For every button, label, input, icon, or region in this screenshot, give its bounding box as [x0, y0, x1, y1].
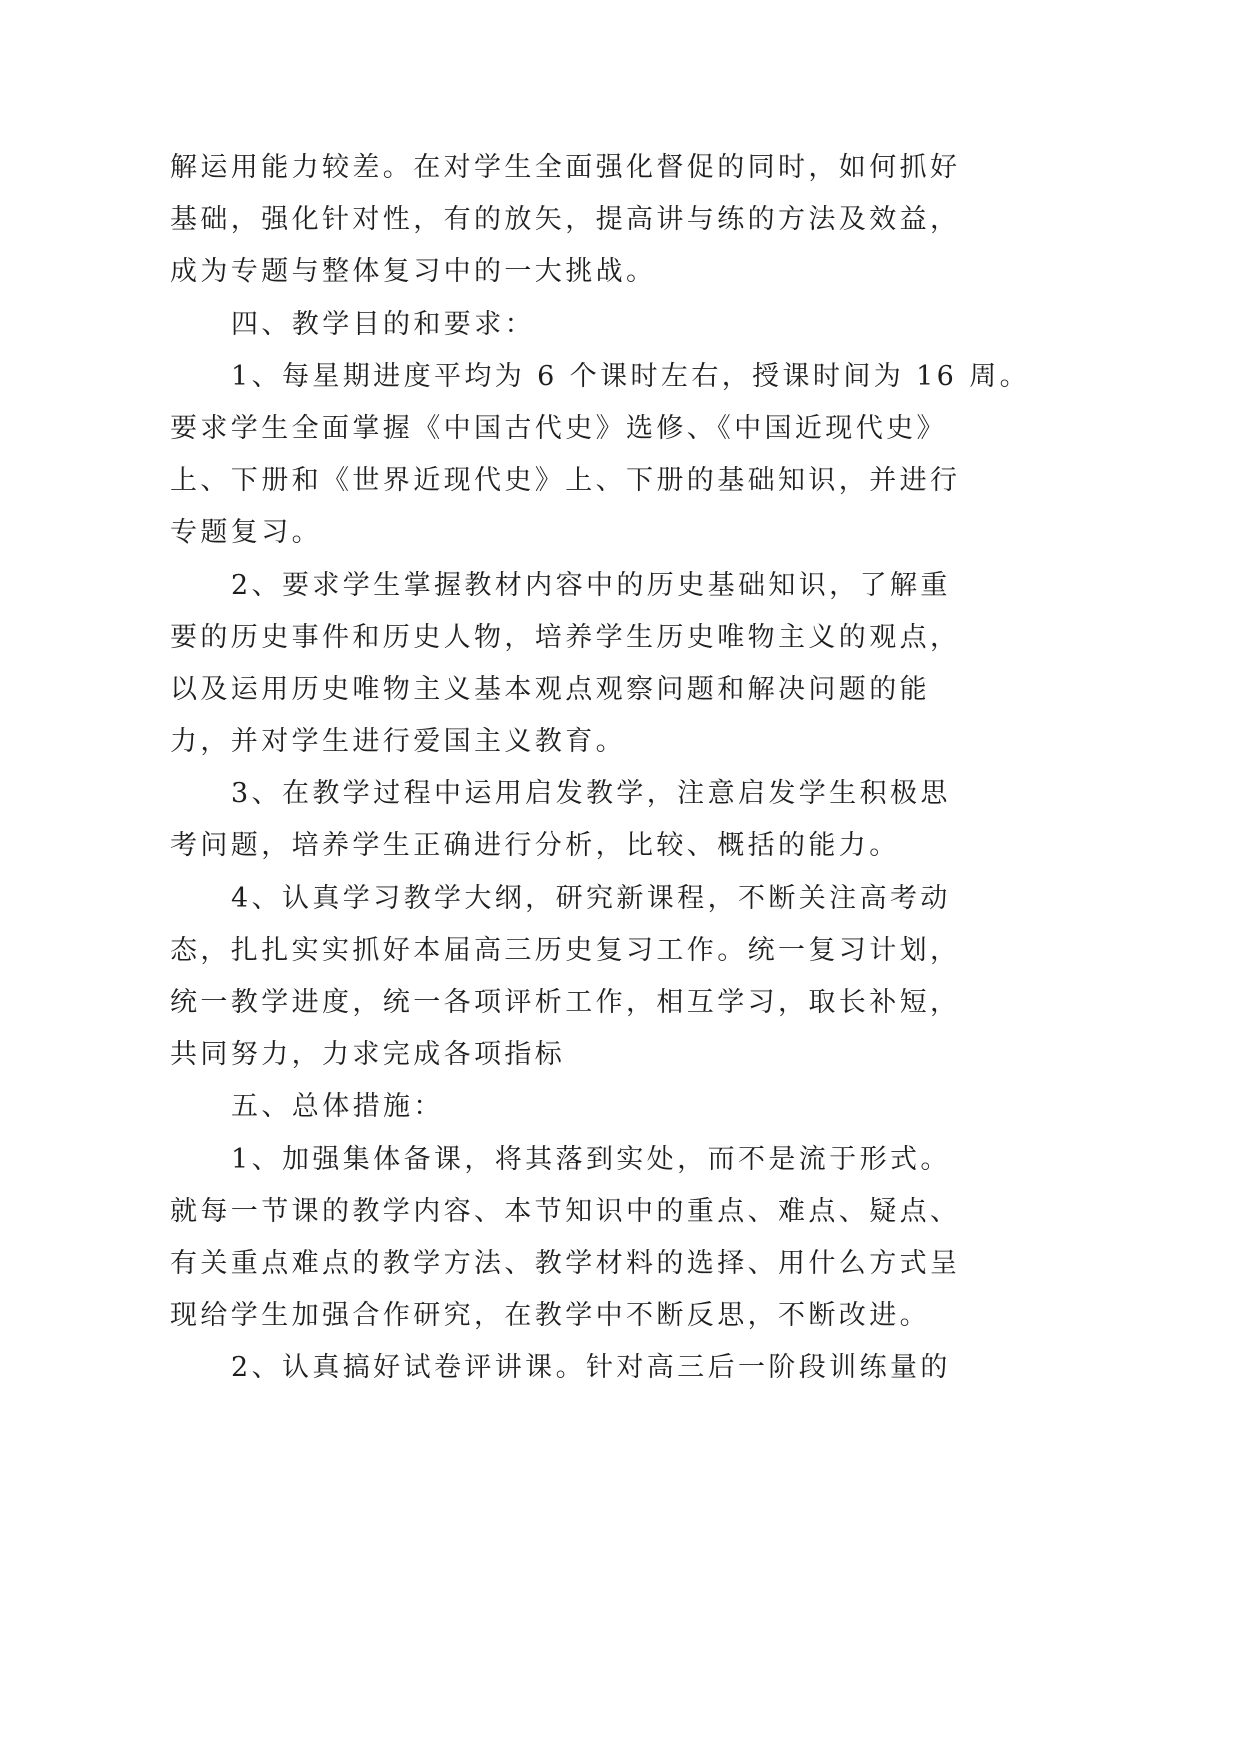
text-line: 统一教学进度，统一各项评析工作，相互学习，取长补短， [170, 987, 961, 1018]
text-line: 3、在教学过程中运用启发教学，注意启发学生积极思 [231, 778, 951, 810]
paragraph [170, 768, 1241, 872]
text-line: 基础，强化针对性，有的放矢，提高讲与练的方法及效益， [170, 204, 961, 236]
paragraph [170, 299, 1241, 351]
text-line: 要求学生全面掌握《中国古代史》选修、《中国近现代史》 [170, 412, 947, 444]
text-line: 成为专题与整体复习中的一大挑战。 [170, 256, 657, 288]
text-line: 现给学生加强合作研究，在教学中不断反思，不断改进。 [170, 1300, 930, 1332]
section-heading: 五、总体措施： [231, 1091, 444, 1123]
text-line: 考问题，培养学生正确进行分析，比较、概括的能力。 [170, 830, 900, 862]
section-heading: 四、教学目的和要求： [231, 308, 535, 340]
text-line: 有关重点难点的教学方法、教学材料的选择、用什么方式呈 [170, 1247, 961, 1279]
text-line: 专题复习。 [170, 517, 322, 549]
text-line: 1、每星期进度平均为 6 个课时左右，授课时间为 16 周。 [231, 360, 1031, 392]
text-line: 共同努力，力求完成各项指标 [170, 1039, 566, 1071]
paragraph [170, 351, 1241, 560]
paragraph [170, 1081, 1241, 1133]
text-line: 态，扎扎实实抓好本届高三历史复习工作。统一复习计划， [170, 934, 961, 966]
text-line: 上、下册和《世界近现代史》上、下册的基础知识，并进行 [170, 465, 961, 497]
text-line: 力，并对学生进行爱国主义教育。 [170, 726, 626, 758]
text-line: 以及运用历史唯物主义基本观点观察问题和解决问题的能 [170, 673, 930, 705]
paragraph [170, 142, 1241, 299]
paragraph [170, 1342, 1241, 1394]
text-line: 2、认真搞好试卷评讲课。针对高三后一阶段训练量的 [231, 1352, 951, 1384]
text-line: 2、要求学生掌握教材内容中的历史基础知识，了解重 [231, 569, 951, 601]
text-line: 要的历史事件和历史人物，培养学生历史唯物主义的观点， [170, 621, 961, 653]
text-line: 解运用能力较差。在对学生全面强化督促的同时，如何抓好 [170, 152, 961, 183]
text-line: 1、加强集体备课，将其落到实处，而不是流于形式。 [231, 1143, 951, 1175]
paragraph [170, 873, 1241, 1082]
paragraph [170, 560, 1241, 769]
text-line: 就每一节课的教学内容、本节知识中的重点、难点、疑点、 [170, 1195, 961, 1227]
paragraph [170, 1134, 1241, 1343]
text-line: 4、认真学习教学大纲，研究新课程，不断关注高考动 [231, 882, 951, 914]
